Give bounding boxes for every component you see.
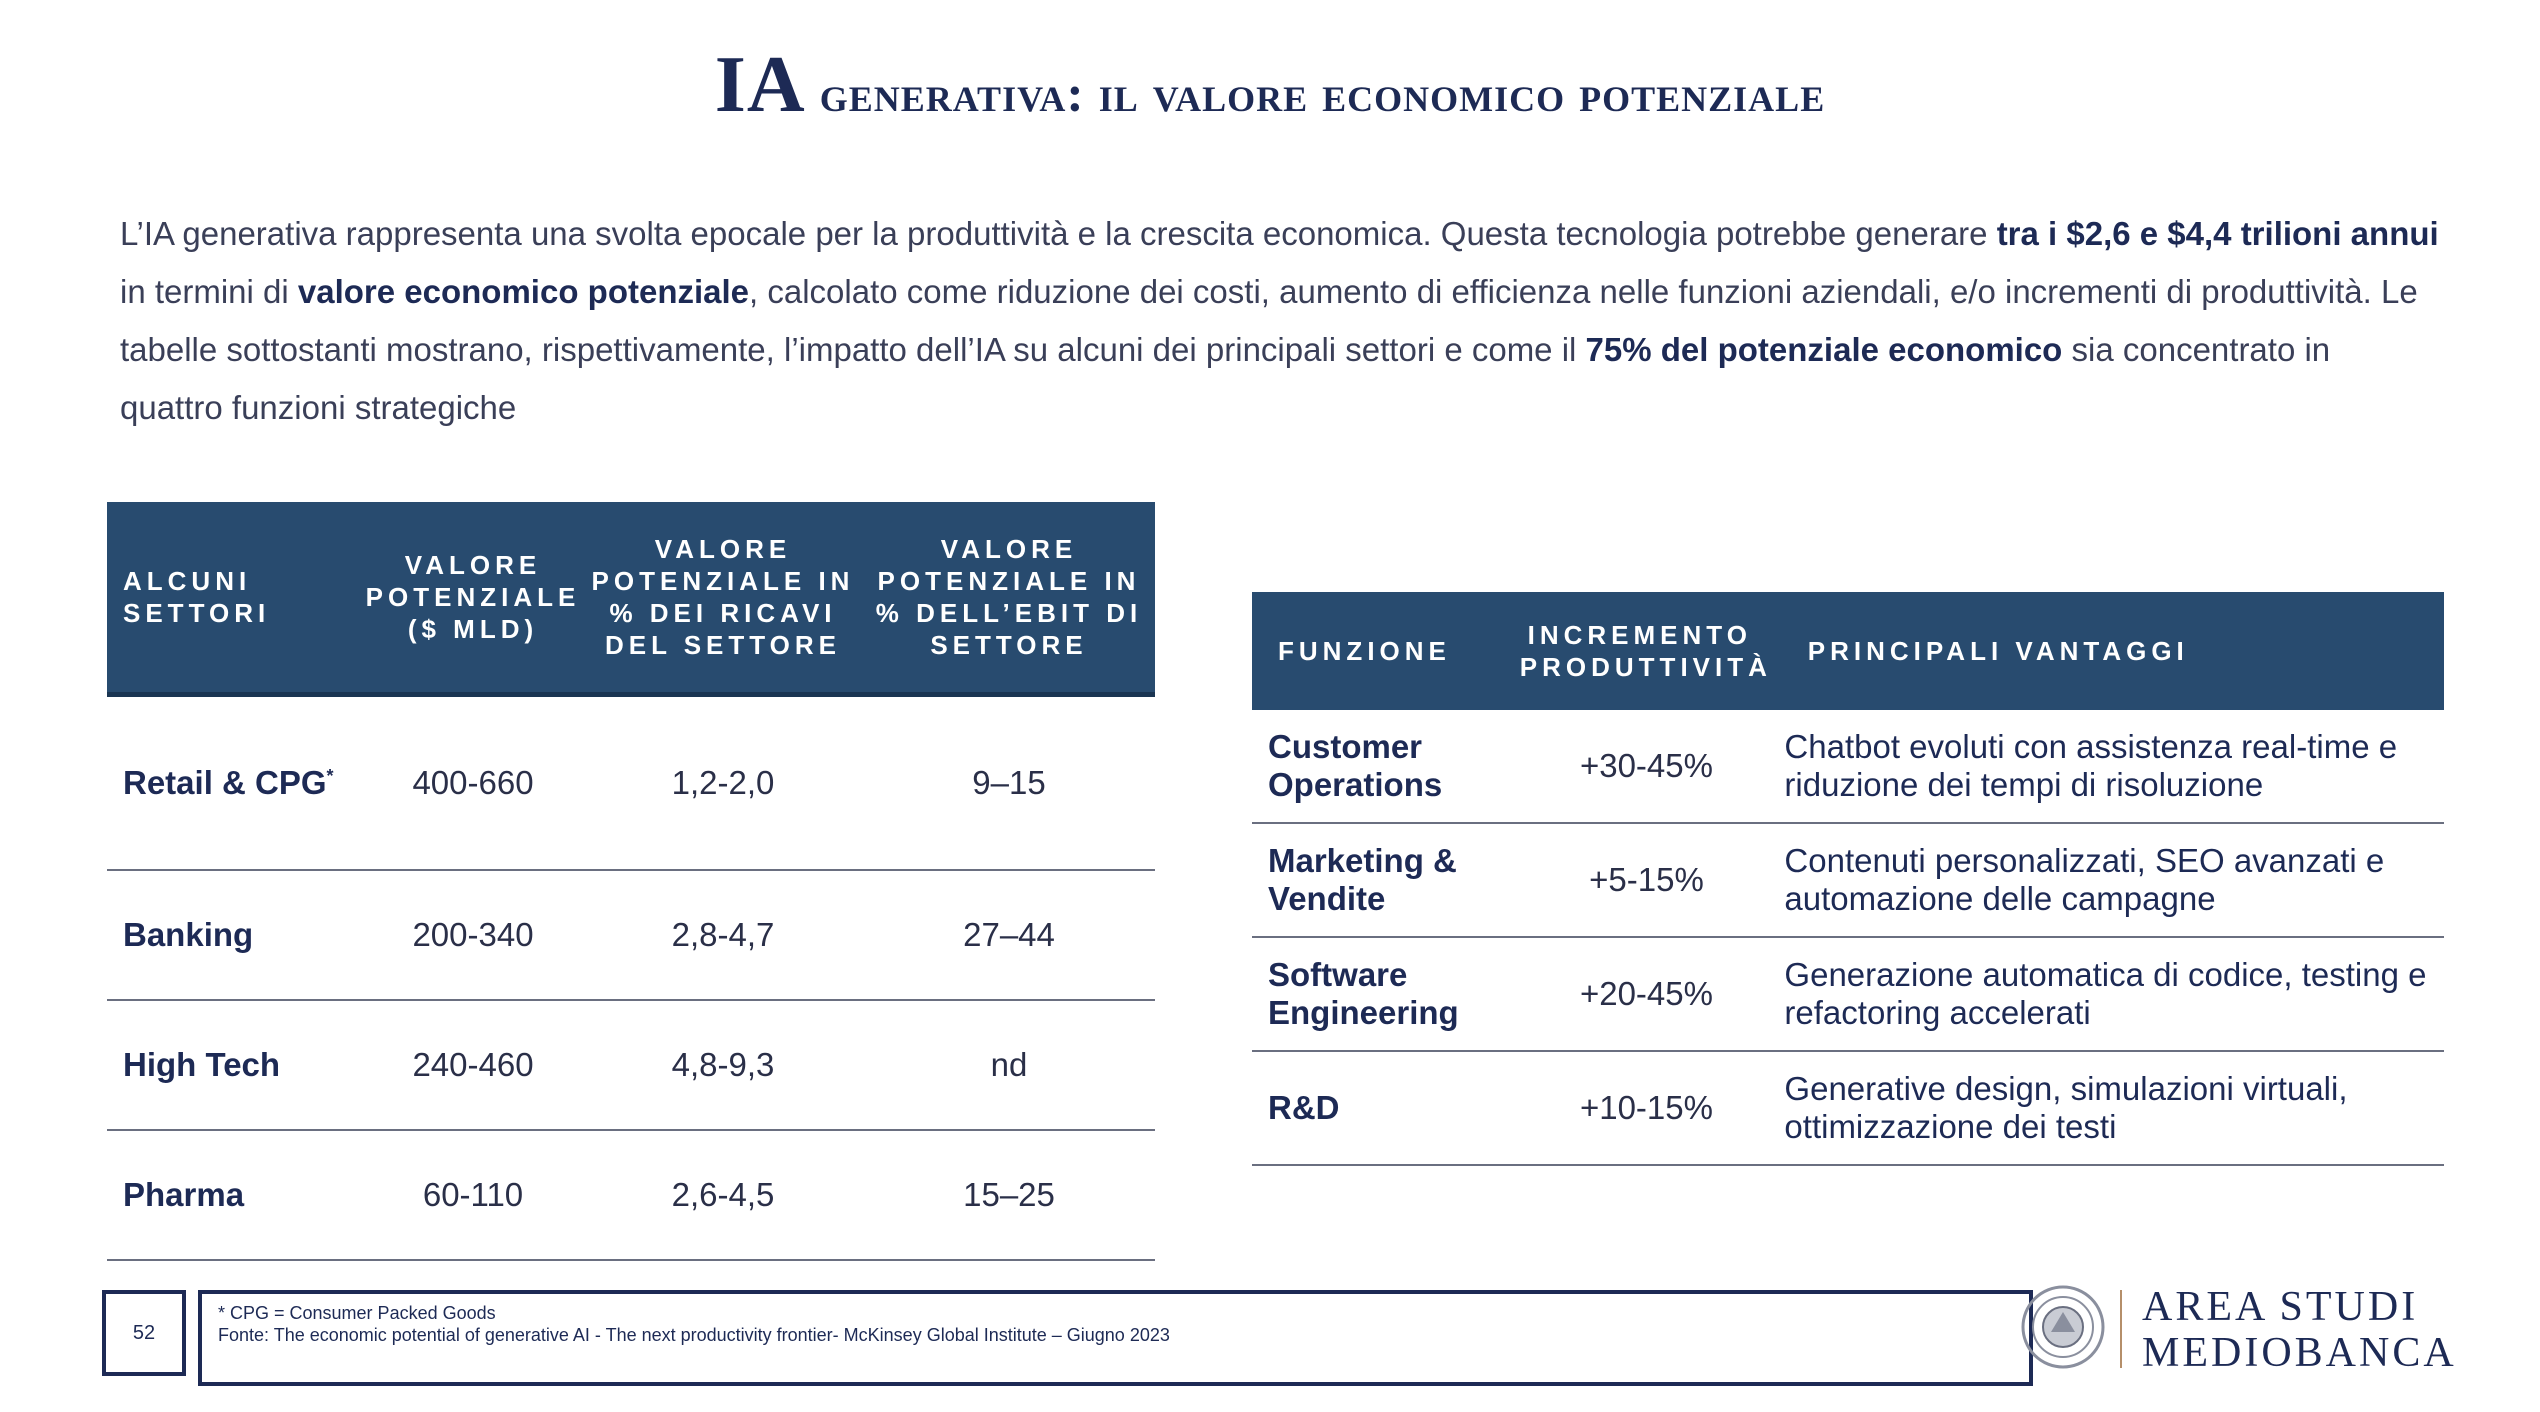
page-number: 52 (102, 1290, 186, 1376)
function-benefits: Generative design, simulazioni virtuali, ottimizzazione dei testi (1784, 1070, 2348, 1145)
brand-line-2: MEDIOBANCA (2142, 1330, 2457, 1376)
intro-paragraph (120, 205, 2440, 437)
logo-separator (2120, 1290, 2122, 1368)
functions-table (1252, 592, 2444, 1166)
brand-line-1: AREA STUDI (2142, 1284, 2419, 1330)
brand-logo-text (2142, 1284, 2457, 1376)
header-sectors: ALCUNI SETTORI (123, 566, 271, 628)
sector-revenue-pct: 1,2-2,0 (671, 764, 775, 801)
function-benefits: Generazione automatica di codice, testing e refactoring accelerati (1784, 956, 2427, 1031)
page-title (0, 40, 2540, 131)
table-row (1252, 824, 2444, 938)
function-increment: +30-45% (1579, 747, 1713, 784)
sector-revenue-pct: 2,8-4,7 (671, 916, 775, 953)
header-revenue-pct: VALORE POTENZIALE IN % DEI RICAVI DEL SETTORE (591, 534, 855, 660)
header-benefits: PRINCIPALI VANTAGGI (1807, 636, 2189, 666)
footnote-cpg: * CPG = Consumer Packed Goods (218, 1303, 496, 1323)
title-rest: generativa: il valore economico potenziale (819, 66, 1826, 123)
table-row (107, 871, 1155, 1001)
table-row (107, 697, 1155, 871)
function-increment: +20-45% (1579, 975, 1713, 1012)
table-row (1252, 710, 2444, 824)
intro-text-2: in termini di (120, 273, 298, 310)
intro-text-1: L’IA generativa rappresenta una svolta epocale per la produttività e la crescita economica. Questa tecnologia potrebbe generare (120, 215, 1997, 252)
sector-value: 400-660 (412, 764, 534, 801)
sector-value: 200-340 (412, 916, 534, 953)
sector-ebit-pct: 9–15 (972, 764, 1046, 801)
title-first: IA (714, 41, 806, 129)
footnote-box (198, 1290, 2033, 1386)
sector-value: 60-110 (422, 1176, 524, 1213)
sector-name: High Tech (123, 1046, 281, 1083)
functions-table-header (1252, 592, 2444, 710)
header-function: FUNZIONE (1278, 636, 1451, 666)
header-ebit-pct: VALORE POTENZIALE IN % DELL’EBIT DI SETTORE (875, 534, 1143, 660)
sector-ebit-pct: 27–44 (963, 916, 1055, 953)
function-name: Software Engineering (1268, 956, 1459, 1031)
footnote-source: Fonte: The economic potential of generative AI - The next productivity frontier- McKinsey Global Institute – Giugno 2023 (218, 1325, 1170, 1345)
function-name: R&D (1268, 1089, 1340, 1126)
function-benefits: Chatbot evoluti con assistenza real-time e riduzione dei tempi di risoluzione (1784, 728, 2398, 803)
table-row (1252, 1052, 2444, 1166)
sector-revenue-pct: 2,6-4,5 (671, 1176, 775, 1213)
sector-ebit-pct: 15–25 (963, 1176, 1055, 1213)
sector-name: Pharma (123, 1176, 245, 1213)
table-row (107, 1131, 1155, 1261)
function-name: Customer Operations (1268, 728, 1443, 803)
header-increment: INCREMENTO PRODUTTIVITÀ (1519, 620, 1772, 682)
function-increment: +10-15% (1579, 1089, 1713, 1126)
table-row (1252, 938, 2444, 1052)
sector-name: Banking (123, 916, 254, 953)
sector-revenue-pct: 4,8-9,3 (671, 1046, 775, 1083)
sector-ebit-pct: nd (990, 1046, 1028, 1083)
intro-text-4: sia concentrato in quattro funzioni strategiche (120, 331, 2331, 426)
sector-name: Retail & CPG* (123, 764, 334, 801)
intro-bold-2: valore economico potenziale (297, 273, 750, 310)
intro-bold-3: 75% del potenziale economico (1585, 331, 2063, 368)
sectors-table-header (107, 502, 1155, 697)
mediobanca-seal-icon (2018, 1282, 2108, 1372)
function-name: Marketing & Vendite (1268, 842, 1457, 917)
intro-bold-1: tra i $2,6 e $4,4 trilioni annui (1996, 215, 2439, 252)
header-value: VALORE POTENZIALE ($ MLD) (365, 550, 581, 644)
sectors-table (107, 502, 1155, 1261)
function-increment: +5-15% (1589, 861, 1704, 898)
function-benefits: Contenuti personalizzati, SEO avanzati e automazione delle campagne (1784, 842, 2385, 917)
intro-text-3: , calcolato come riduzione dei costi, aumento di efficienza nelle funzioni aziendali, e/o incrementi di produttività. Le tabelle sottostanti mostrano, rispettivamente, l’impatto dell’IA su alcuni dei principali settori e come il (120, 273, 2418, 368)
sector-value: 240-460 (412, 1046, 534, 1083)
table-row (107, 1001, 1155, 1131)
